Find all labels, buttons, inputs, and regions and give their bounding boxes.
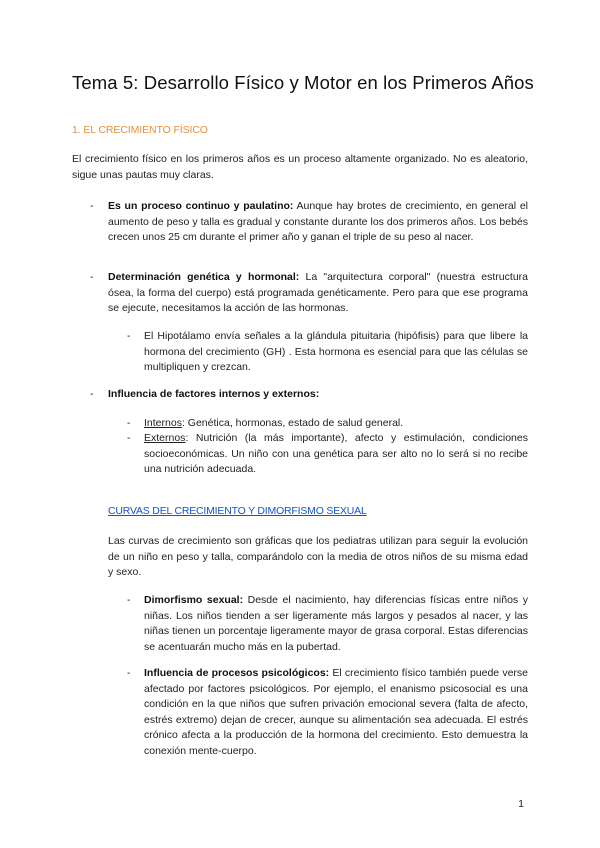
bullet-title: Determinación genética y hormonal: bbox=[108, 271, 300, 283]
bullet-title: Influencia de factores internos y externos: bbox=[108, 388, 320, 400]
bullet-text: El crecimiento físico también puede verse afectado por factores psicológicos. Por ejemplo, el enanismo psicosocial es una condición en la que niños que sufren privación emocional severa (falta de afecto, estrés extremo) dejan de crecer, aunque su alimentación sea adecuada. El estrés crónico afecta a la producción de la hormona del crecimiento. Esto demuestra la conexión mente-cuerpo. bbox=[144, 667, 528, 757]
sub-bullet-dash: - bbox=[127, 330, 131, 342]
bullet-title: Influencia de procesos psicológicos: bbox=[144, 667, 330, 679]
sub-bullet-dash: - bbox=[127, 417, 131, 429]
sub-bullet-label: Internos bbox=[144, 417, 182, 429]
sub-bullet-dash: - bbox=[127, 432, 131, 444]
sub-bullet-text: : Nutrición (la más importante), afecto y estimulación, condiciones socioeconómicas. Un niño con una genética para ser alto no lo será si no recibe una nutrición adecuada. bbox=[144, 432, 528, 475]
bullet-text: La "arquitectura corporal" (nuestra estructura ósea, la forma del cuerpo) está programada genéticamente. Pero para que ese programa se ejecute, necesitamos la acción de las hormonas. bbox=[108, 271, 528, 314]
bullet-factors bbox=[108, 387, 528, 403]
section-heading: 1. EL CRECIMIENTO FÍSICO bbox=[72, 124, 208, 136]
sub-bullet-label: Externos bbox=[144, 432, 186, 444]
bullet-continuous-growth bbox=[108, 199, 528, 246]
bullet-psychological bbox=[144, 666, 528, 759]
bullet-text: Aunque hay brotes de crecimiento, en general el aumento de peso y talla es gradual y constante durante los dos primeros años. Los bebés crecen unos 25 cm durante el primer año y ganan el triple de su peso al nacer. bbox=[108, 200, 528, 243]
intro-paragraph: El crecimiento físico en los primeros años es un proceso altamente organizado. No es aleatorio, sigue unas pautas muy claras. bbox=[72, 153, 528, 181]
growth-curves-link[interactable]: CURVAS DEL CRECIMIENTO Y DIMORFISMO SEXUAL bbox=[108, 505, 367, 517]
sub-bullet-hypothalamus: El Hipotálamo envía señales a la glándula pituitaria (hipófisis) para que libere la hormona del crecimiento (GH) . Esta hormona es esencial para que las células se multipliquen y crezcan. bbox=[144, 330, 528, 373]
bullet-genetic-hormonal bbox=[108, 270, 528, 317]
sub-bullet-dash: - bbox=[127, 594, 131, 606]
bullet-dash: - bbox=[90, 388, 94, 400]
bullet-title: Es un proceso continuo y paulatino: bbox=[108, 200, 294, 212]
page-title: Tema 5: Desarrollo Físico y Motor en los Primeros Años bbox=[72, 72, 534, 93]
sub-bullet-dash: - bbox=[127, 667, 131, 679]
bullet-dash: - bbox=[90, 271, 94, 283]
sub-bullet-internos bbox=[144, 416, 528, 432]
bullet-title: Dimorfismo sexual: bbox=[144, 594, 244, 606]
bullet-dash: - bbox=[90, 200, 94, 212]
sub-bullet-text: : Genética, hormonas, estado de salud general. bbox=[181, 417, 404, 429]
curves-paragraph: Las curvas de crecimiento son gráficas que los pediatras utilizan para seguir la evolución de un niño en peso y talla, comparándolo con la media de otros niños de su misma edad y sexo. bbox=[108, 535, 528, 578]
bullet-text: Desde el nacimiento, hay diferencias físicas entre niños y niñas. Los niños tienden a ser ligeramente más largos y pesados al nacer, y las niñas tienen un porcentaje ligeramente mayor de grasa corporal. Estas diferencias se acentuarán mucho más en la pubertad. bbox=[144, 594, 528, 653]
bullet-sexual-dimorphism bbox=[144, 593, 528, 655]
sub-bullet-externos bbox=[144, 431, 528, 478]
page-number: 1 bbox=[518, 798, 524, 810]
